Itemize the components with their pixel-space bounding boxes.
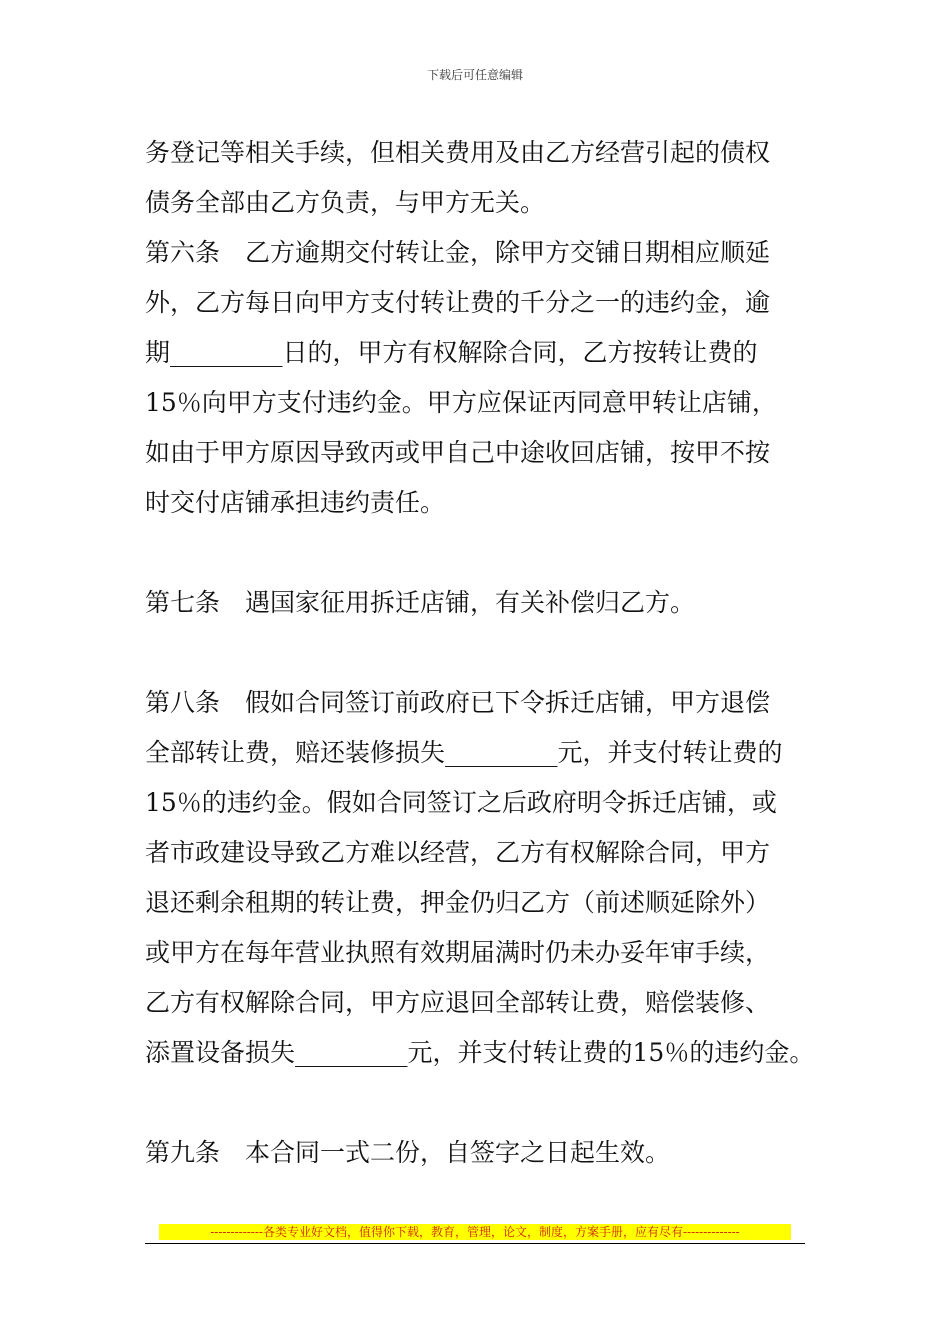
text-line: 退还剩余租期的转让费，押金仍归乙方（前述顺延除外） [145, 888, 771, 917]
text-line-with-blank: 全部转让费，赔还装修损失_________元，并支付转让费的 [145, 738, 783, 767]
text-line: 15％的违约金。假如合同签订之后政府明令拆迁店铺，或 [145, 788, 777, 817]
text-line: 务登记等相关手续，但相关费用及由乙方经营引起的债权 [145, 138, 771, 167]
text-line-with-blank: 添置设备损失_________元，并支付转让费的15％的违约金。 [145, 1038, 815, 1067]
article-9-line: 第九条 本合同一式二份，自签字之日起生效。 [145, 1138, 671, 1167]
paragraph-spacer [145, 628, 825, 678]
page-header: 下载后可任意编辑 [426, 68, 523, 82]
text-line: 乙方有权解除合同，甲方应退回全部转让费，赔偿装修、 [145, 988, 771, 1017]
article-8-title-line: 第八条 假如合同签订前政府已下令拆迁店铺，甲方退偿 [145, 688, 771, 717]
page-footer [145, 1224, 805, 1244]
text-line: 时交付店铺承担违约责任。 [145, 488, 446, 517]
text-line-with-blank: 期_________日的，甲方有权解除合同，乙方按转让费的 [145, 338, 758, 367]
paragraph-spacer [145, 1078, 825, 1128]
footer-divider [145, 1243, 805, 1244]
article-6-title-line: 第六条 乙方逾期交付转让金，除甲方交铺日期相应顺延 [145, 238, 771, 267]
article-7-line: 第七条 遇国家征用拆迁店铺，有关补偿归乙方。 [145, 588, 696, 617]
text-line: 或甲方在每年营业执照有效期届满时仍未办妥年审手续， [145, 938, 771, 967]
text-line: 外，乙方每日向甲方支付转让费的千分之一的违约金，逾 [145, 288, 771, 317]
document-body [145, 128, 825, 1178]
text-line: 如由于甲方原因导致丙或甲自己中途收回店铺，按甲不按 [145, 438, 771, 467]
text-line: 债务全部由乙方负责，与甲方无关。 [145, 188, 546, 217]
text-line: 15％向甲方支付违约金。甲方应保证丙同意甲转让店铺， [145, 388, 777, 417]
paragraph-spacer [145, 528, 825, 578]
text-line: 者市政建设导致乙方难以经营，乙方有权解除合同，甲方 [145, 838, 771, 867]
footer-banner-text: -------------各类专业好文档，值得你下载，教育，管理，论文，制度，方案手册，应有尽有-------------- [159, 1224, 791, 1240]
